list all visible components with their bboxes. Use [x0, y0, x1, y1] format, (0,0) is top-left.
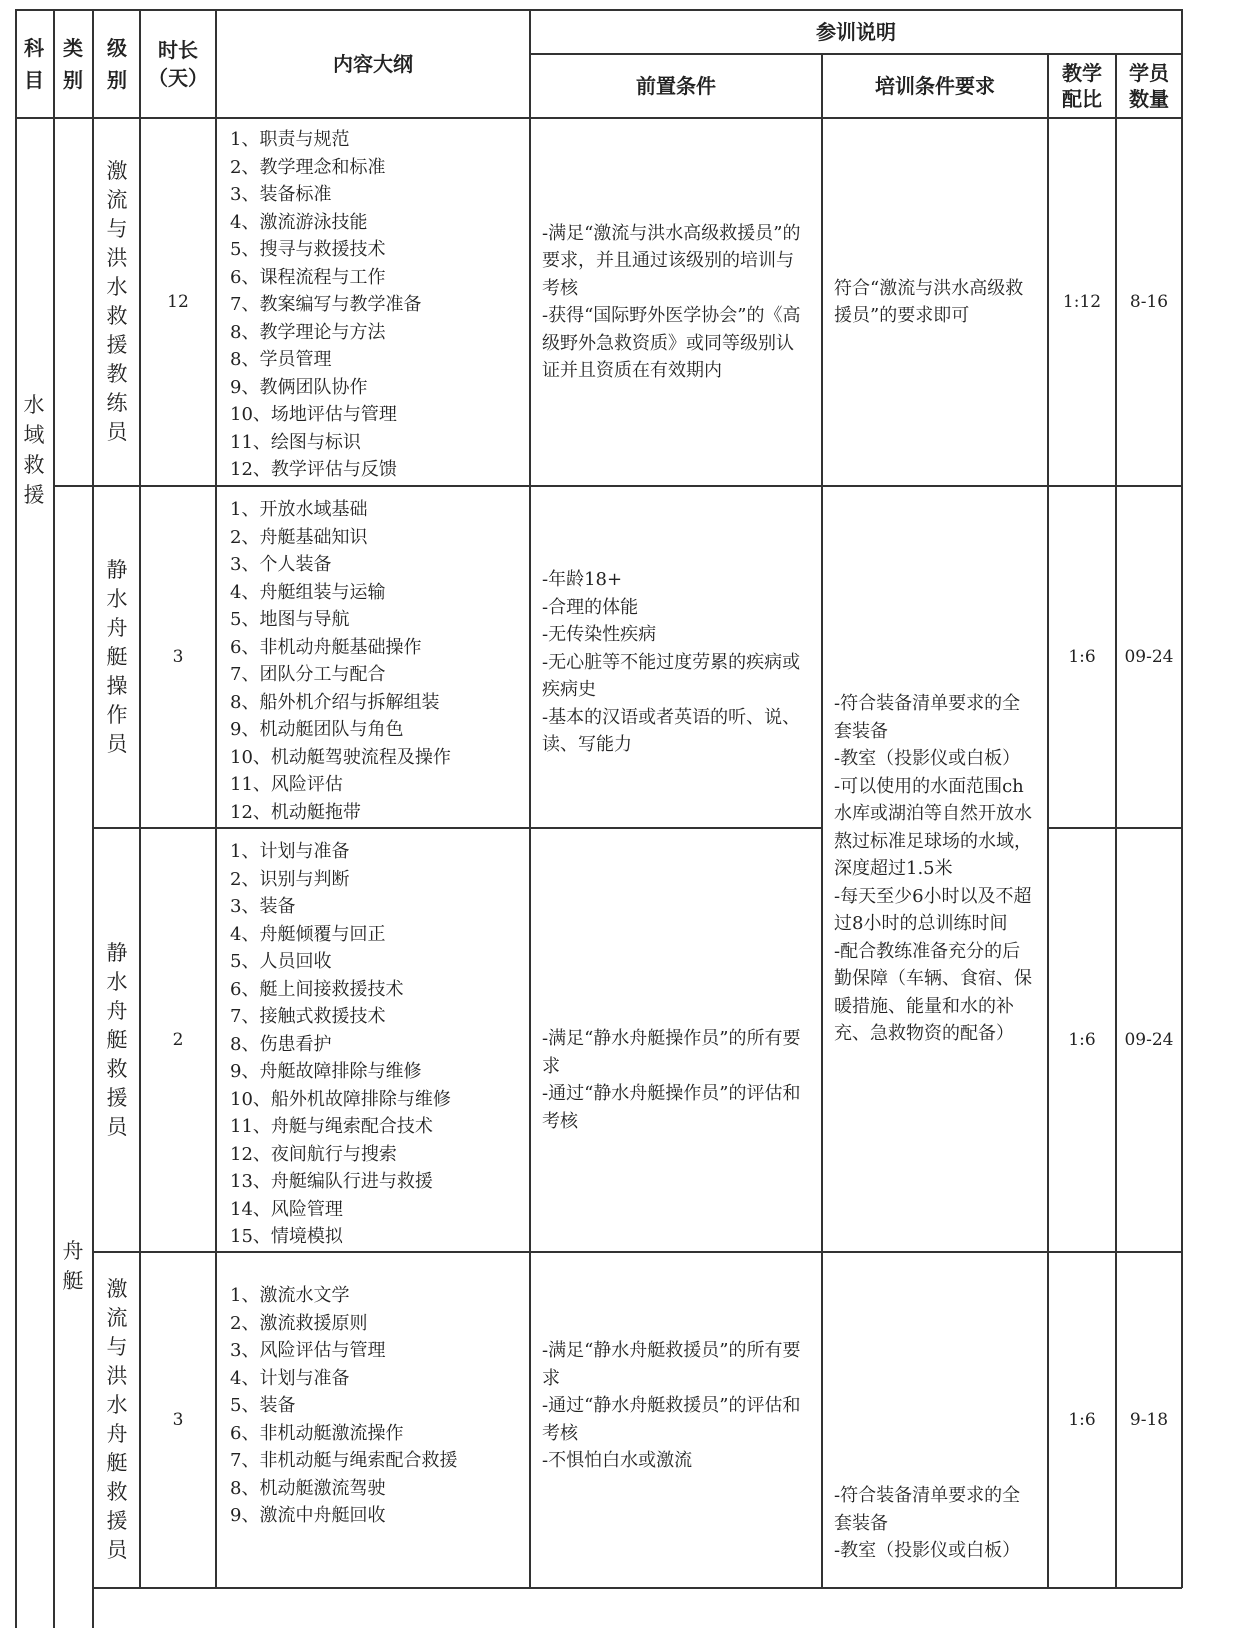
outline-item: 1、职责与规范 [230, 129, 350, 150]
requirements-cell [822, 118, 1048, 486]
outline-item: 10、机动艇驾驶流程及操作 [230, 746, 451, 768]
req-item: -符合装备清单要求的全套装备 [834, 693, 1021, 742]
outline-item: 2、教学理念和标准 [230, 156, 386, 178]
req-item: -可以使用的水面范围ch水库或湖泊等自然开放水熬过标准足球场的水域，深度超过1.5米 [834, 775, 1032, 880]
prereq-item: -不惧怕白水或激流 [542, 1450, 693, 1471]
outline-item: 2、舟艇基础知识 [230, 526, 368, 548]
prereq-item: -年龄18+ [542, 569, 623, 590]
outline-item: 7、教案编写与教学准备 [230, 294, 422, 315]
outline-item: 7、非机动艇与绳索配合救援 [230, 1450, 458, 1471]
grid-line [94, 827, 822, 829]
prereq-item: -满足“静水舟艇操作员”的所有要求 [542, 1028, 801, 1077]
prereq-item: -获得“国际野外医学协会”的《高级野外急救资质》或同等级别认证并且资质在有效期内 [542, 305, 801, 381]
students-cell: 09-24 [1124, 1030, 1174, 1050]
outline-item: 8、机动艇激流驾驶 [230, 1477, 386, 1499]
outline-item: 2、激流救援原则 [230, 1312, 368, 1334]
outline-item: 4、计划与准备 [230, 1367, 350, 1389]
header-ratio: 教学配比 [1062, 61, 1102, 111]
outline-item: 7、团队分工与配合 [230, 664, 386, 685]
header-subject: 科目 [24, 36, 44, 92]
grid-line [1115, 53, 1117, 1588]
outline-item: 1、计划与准备 [230, 841, 350, 862]
grid-line [16, 9, 1182, 11]
header-level: 级别 [107, 36, 127, 92]
prereq-item: -通过“静水舟艇救援员”的评估和考核 [542, 1395, 801, 1444]
duration-cell: 3 [172, 1410, 184, 1430]
outline-item: 5、地图与导航 [230, 609, 350, 630]
level-cell: 静水舟艇救援员 [106, 940, 128, 1139]
req-item: -教室（投影仪或白板） [834, 1540, 1021, 1561]
outline-item: 3、装备标准 [230, 184, 332, 205]
outline-item: 11、风险评估 [230, 774, 343, 795]
grid-line [16, 117, 1182, 119]
outline-item: 9、机动艇团队与角色 [230, 719, 404, 740]
grid-line [821, 53, 823, 1588]
requirements-cell [822, 1482, 1048, 1628]
req-item: -符合装备清单要求的全套装备 [834, 1485, 1021, 1534]
grid-line [1047, 53, 1049, 1588]
prerequisites-cell [530, 1337, 822, 1588]
outline-item: 2、识别与判断 [230, 868, 350, 890]
outline-item: 11、舟艇与绳索配合技术 [230, 1116, 433, 1137]
outline-item: 8、伤患看护 [230, 1033, 332, 1055]
outline-item: 4、舟艇倾覆与回正 [230, 923, 386, 945]
outline-item: 12、教学评估与反馈 [230, 459, 397, 480]
category-boat-cell: 舟艇 [62, 1239, 84, 1293]
outline-item: 4、激流游泳技能 [230, 211, 368, 233]
outline-item: 13、舟艇编队行进与救援 [230, 1171, 433, 1192]
req-item: -配合教练准备充分的后勤保障（车辆、食宿、保暖措施、能量和水的补充、急救物资的配备） [834, 940, 1032, 1045]
header-prerequisites: 前置条件 [636, 74, 716, 98]
outline-item: 5、人员回收 [230, 951, 332, 972]
subject-cell: 水域救援 [23, 393, 45, 507]
prerequisites-cell [530, 566, 822, 828]
outline-item: 4、舟艇组装与运输 [230, 581, 386, 603]
duration-cell: 3 [172, 647, 184, 667]
outline-item: 9、舟艇故障排除与维修 [230, 1061, 422, 1082]
outline-item: 8、教学理论与方法 [230, 321, 386, 343]
req-item: 符合“激流与洪水高级救援员”的要求即可 [834, 277, 1024, 326]
grid-line [529, 9, 531, 1588]
outline-item: 6、艇上间接救援技术 [230, 978, 404, 1000]
students-cell: 8-16 [1129, 292, 1169, 312]
prereq-item: -无心脏等不能过度劳累的疾病或疾病史 [542, 651, 801, 700]
outline-item: 6、非机动艇激流操作 [230, 1422, 404, 1444]
ratio-cell: 1:6 [1068, 647, 1096, 667]
outline-item: 7、接触式救援技术 [230, 1006, 386, 1027]
duration-cell: 2 [172, 1030, 184, 1050]
grid-line [53, 9, 55, 1628]
outline-item: 6、非机动舟艇基础操作 [230, 636, 422, 658]
outline-item: 8、船外机介绍与拆解组装 [230, 691, 440, 713]
outline-item: 9、教俩团队协作 [230, 376, 368, 398]
prereq-item: -无传染性疾病 [542, 624, 657, 645]
outline-item: 3、风险评估与管理 [230, 1340, 386, 1361]
outline-cell [216, 1282, 530, 1588]
prerequisites-cell [530, 118, 822, 486]
outline-item: 15、情境模拟 [230, 1226, 343, 1247]
prereq-item: -满足“静水舟艇救援员”的所有要求 [542, 1340, 801, 1389]
ratio-cell: 1:6 [1068, 1410, 1096, 1430]
grid-line [215, 9, 217, 1588]
header-outline: 内容大纲 [333, 52, 413, 76]
prereq-item: -合理的体能 [542, 596, 639, 618]
students-cell: 09-24 [1124, 647, 1174, 667]
outline-item: 12、夜间航行与搜索 [230, 1143, 397, 1165]
outline-item: 10、场地评估与管理 [230, 404, 397, 425]
outline-item: 10、船外机故障排除与维修 [230, 1088, 451, 1110]
prerequisites-cell [530, 1025, 822, 1252]
level-cell: 静水舟艇操作员 [106, 557, 128, 756]
level-cell: 激流与洪水舟艇救援员 [106, 1277, 128, 1562]
students-cell: 9-18 [1129, 1410, 1169, 1430]
grid-line [92, 9, 94, 1628]
outline-item: 12、机动艇拖带 [230, 801, 361, 823]
outline-cell [216, 838, 530, 1252]
ratio-cell: 1:6 [1068, 1030, 1096, 1050]
duration-cell: 12 [167, 292, 189, 312]
outline-item: 9、激流中舟艇回收 [230, 1505, 386, 1526]
shared-requirements-cell [822, 486, 1048, 1252]
grid-line [139, 9, 141, 1588]
outline-cell [216, 496, 530, 828]
prereq-item: -通过“静水舟艇操作员”的评估和考核 [542, 1083, 801, 1132]
prereq-item: -基本的汉语或者英语的听、说、读、写能力 [542, 706, 801, 755]
grid-line [94, 1251, 1182, 1253]
outline-item: 11、绘图与标识 [230, 431, 361, 453]
outline-item: 14、风险管理 [230, 1198, 343, 1220]
prereq-item: -满足“激流与洪水高级救援员”的要求，并且通过该级别的培训与考核 [542, 222, 801, 299]
outline-item: 6、课程流程与工作 [230, 266, 386, 288]
outline-cell [216, 126, 530, 486]
req-item: -每天至少6小时以及不超过8小时的总训练时间 [834, 885, 1032, 935]
outline-item: 1、激流水文学 [230, 1285, 350, 1306]
grid-line [1181, 9, 1183, 1588]
header-duration: 时长（天） [148, 38, 208, 90]
outline-item: 1、开放水域基础 [230, 499, 368, 520]
header-notes-group: 参训说明 [816, 20, 896, 44]
level-cell: 激流与洪水救援教练员 [106, 159, 128, 444]
outline-item: 5、搜寻与救援技术 [230, 239, 386, 260]
outline-item: 5、装备 [230, 1395, 296, 1416]
header-students: 学员数量 [1129, 61, 1169, 111]
ratio-cell: 1:12 [1062, 292, 1102, 312]
outline-item: 3、个人装备 [230, 554, 332, 575]
outline-item: 3、装备 [230, 896, 296, 917]
outline-item: 8、学员管理 [230, 349, 332, 370]
grid-line [54, 485, 1182, 487]
header-category: 类别 [63, 36, 83, 92]
grid-line [530, 53, 1182, 55]
header-requirements: 培训条件要求 [875, 74, 995, 98]
grid-line [15, 9, 17, 1628]
grid-line [94, 1587, 1182, 1589]
req-item: -教室（投影仪或白板） [834, 748, 1021, 770]
